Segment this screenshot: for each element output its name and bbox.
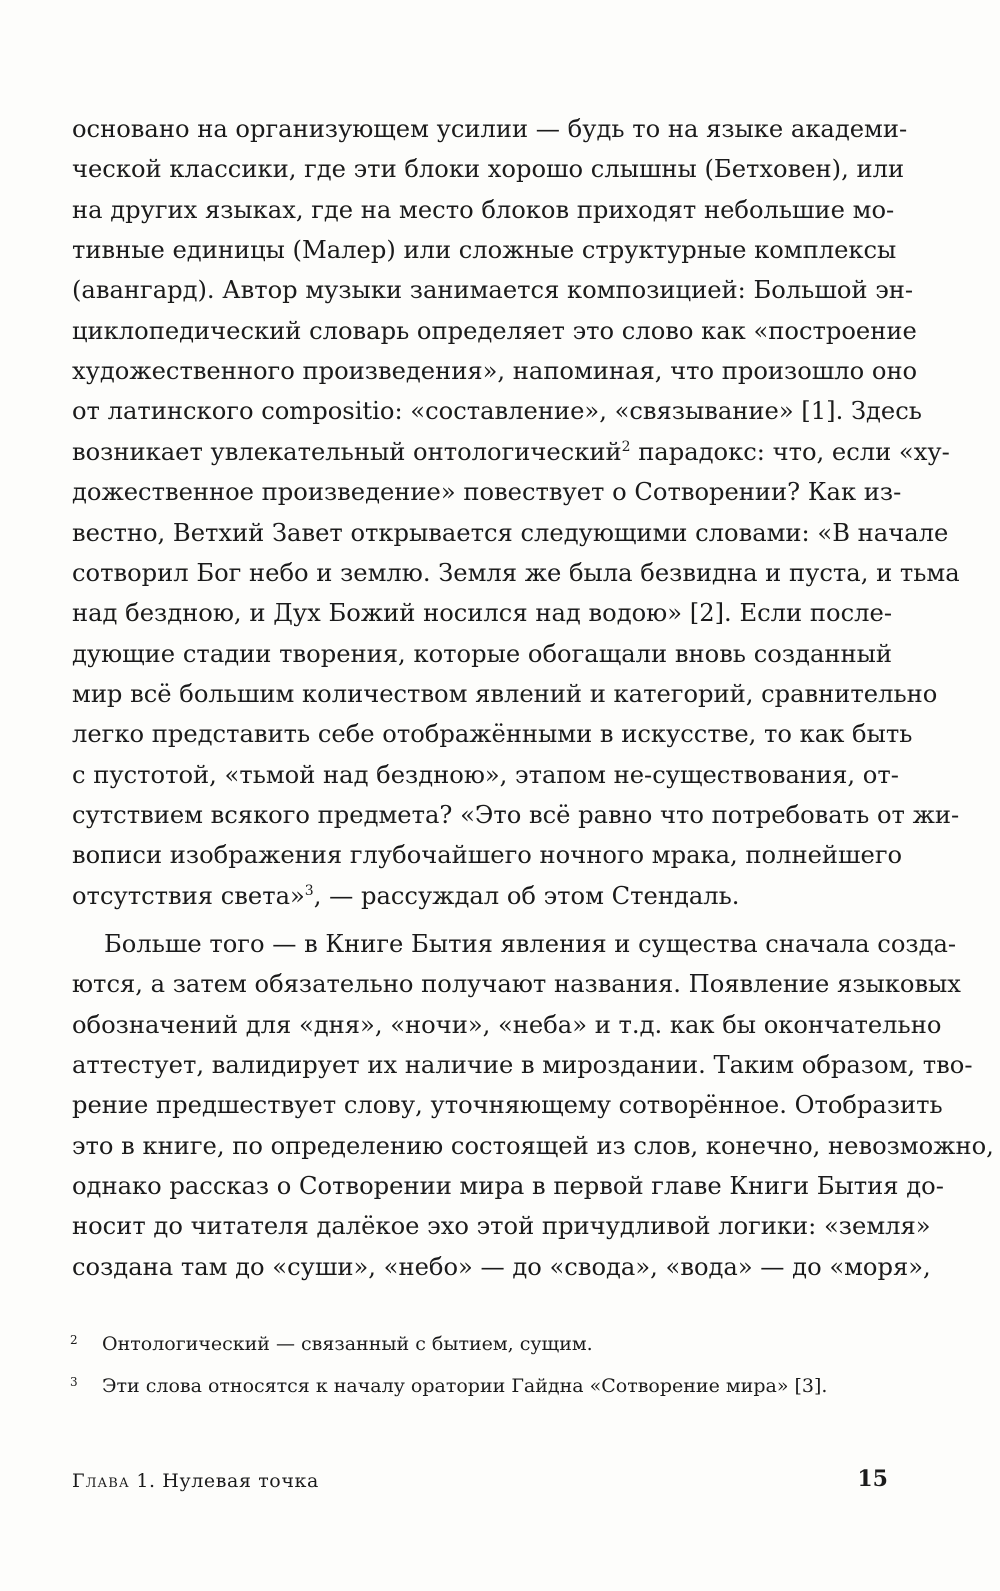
line-text: от латинского compositio: «составление», «связывание» [1]. Здесь: [72, 397, 922, 425]
line-text: циклопедический словарь определяет это слово как «построение: [72, 317, 917, 345]
text-line: [72, 109, 908, 149]
line-text: вописи изображения глубочайшего ночного мрака, полнейшего: [72, 841, 903, 869]
text-line: [72, 351, 918, 391]
footnote-number: 2: [70, 1333, 78, 1347]
text-line: [72, 755, 899, 795]
line-text: с пустотой, «тьмой над бездною», этапом не-существования, от-: [72, 761, 899, 789]
text-line: [72, 472, 902, 512]
text-line: [72, 593, 892, 633]
text-line: [72, 1005, 942, 1045]
line-text: художественного произведения», напоминая, что произошло оно: [72, 357, 918, 385]
line-text: ются, а затем обязательно получают названия. Появление языковых: [72, 970, 961, 998]
line-text: обозначений для «дня», «ночи», «неба» и т.д. как бы окончательно: [72, 1011, 942, 1039]
text-line: [72, 1045, 973, 1085]
line-text: тивные единицы (Малер) или сложные структурные комплексы: [72, 236, 897, 264]
line-text: над бездною, и Дух Божий носился над водою» [2]. Если после-: [72, 599, 892, 627]
chapter-number: 1.: [136, 1470, 156, 1492]
line-text: (авангард). Автор музыки занимается композицией: Большой эн-: [72, 276, 914, 304]
line-text: вестно, Ветхий Завет открывается следующими словами: «В начале: [72, 519, 949, 547]
line-text: рение предшествует слову, уточняющему сотворённое. Отобразить: [72, 1091, 943, 1119]
line-text: носит до читателя далёкое эхо этой причудливой логики: «земля»: [72, 1212, 931, 1240]
text-line: [72, 714, 913, 754]
line-text-continued: парадокс: что, если «ху-: [630, 438, 950, 466]
line-text: основано на организующем усилии — будь то на языке академи-: [72, 115, 908, 143]
footnote-ref[interactable]: 2: [621, 438, 631, 455]
line-text: создана там до «суши», «небо» — до «свода», «вода» — до «моря»,: [72, 1253, 931, 1281]
footnote-text: Эти слова относятся к началу оратории Гайдна «Сотворение мира» [3].: [102, 1375, 828, 1397]
text-line: [72, 149, 905, 189]
footnote: [70, 1330, 900, 1358]
text-line: [72, 1206, 931, 1246]
text-line: [72, 391, 922, 431]
text-line: [104, 924, 957, 964]
line-text: это в книге, по определению состоящей из слов, конечно, невозможно,: [72, 1132, 994, 1160]
text-line: [72, 634, 892, 674]
line-text: Больше того — в Книге Бытия явления и существа сначала созда-: [104, 930, 957, 958]
chapter-label: Глава: [72, 1470, 130, 1492]
line-text: сутствием всякого предмета? «Это всё равно что потребовать от жи-: [72, 801, 960, 829]
line-text: однако рассказ о Сотворении мира в первой главе Книги Бытия до-: [72, 1172, 944, 1200]
footnote-ref[interactable]: 3: [304, 882, 314, 899]
line-text: сотворил Бог небо и землю. Земля же была безвидна и пуста, и тьма: [72, 559, 960, 587]
line-text: мир всё большим количеством явлений и категорий, сравнительно: [72, 680, 938, 708]
running-footer: [72, 1470, 319, 1492]
text-line: [72, 795, 960, 835]
text-line: [72, 964, 961, 1004]
line-text-continued: , — рассуждал об этом Стендаль.: [313, 882, 740, 910]
text-line: [72, 1126, 994, 1166]
text-line: [72, 270, 914, 310]
text-line: [72, 311, 917, 351]
line-text: отсутствия света»: [72, 882, 305, 910]
text-line: [72, 835, 903, 875]
line-text: на других языках, где на место блоков приходят небольшие мо-: [72, 196, 895, 224]
footnote: [70, 1372, 900, 1400]
footnote-number: 3: [70, 1375, 78, 1389]
chapter-title: Нулевая точка: [162, 1470, 319, 1492]
page-number: 15: [857, 1466, 888, 1492]
line-text: легко представить себе отображёнными в искусстве, то как быть: [72, 720, 913, 748]
line-text: ческой классики, где эти блоки хорошо слышны (Бетховен), или: [72, 155, 905, 183]
text-line: [72, 1085, 943, 1125]
line-text: аттестует, валидирует их наличие в мироздании. Таким образом, тво-: [72, 1051, 973, 1079]
text-line: [72, 553, 960, 593]
text-line: [72, 190, 895, 230]
text-line: [72, 674, 938, 714]
text-line: [72, 1247, 931, 1287]
line-text: дожественное произведение» повествует о Сотворении? Как из-: [72, 478, 902, 506]
footnote-text: Онтологический — связанный с бытием, сущим.: [102, 1333, 593, 1355]
line-text: возникает увлекательный онтологический: [72, 438, 622, 466]
text-line: [72, 432, 950, 472]
line-text: дующие стадии творения, которые обогащали вновь созданный: [72, 640, 892, 668]
text-line: [72, 230, 897, 270]
text-line: [72, 513, 949, 553]
text-line: [72, 876, 892, 916]
text-line: [72, 1166, 944, 1206]
